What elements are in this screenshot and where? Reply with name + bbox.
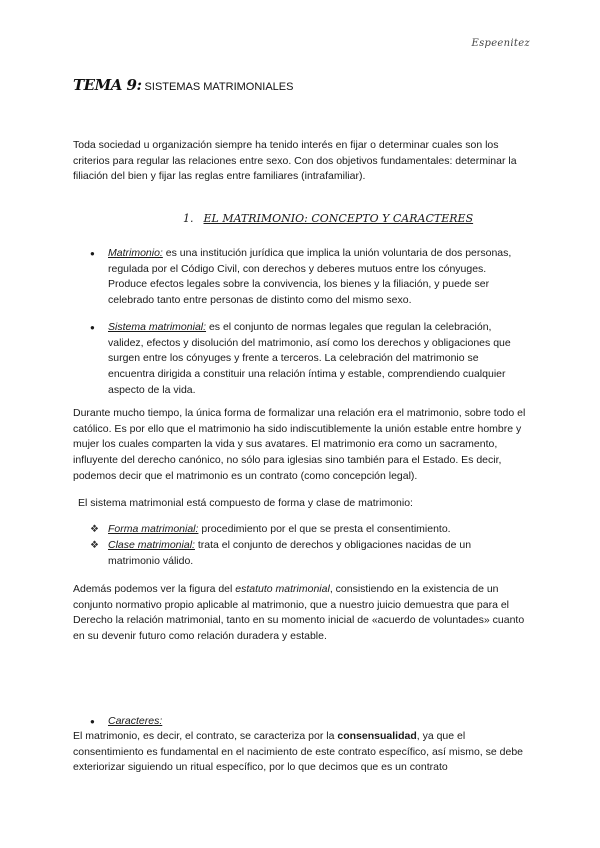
- estatuto-text-after: , consistiendo en la existencia de un conjunto normativo propio aplicable al matrimonio, que a nuestro juicio demuestra que para el Derecho la relación matrimonial, tanto en su momento inicial de «acuerdo de voluntades» cuanto en su devenir futuro como relación duradera y estable.: [73, 583, 525, 643]
- diamond-bullet-icon: ❖: [90, 540, 99, 551]
- bullet-mark: ●: [90, 323, 95, 332]
- bullet-matrimonio: [90, 246, 520, 309]
- definition-sistema-matrimonial: es el conjunto de normas legales que regulan la celebración, validez, efectos y disolución del matrimonio, así como los derechos y obligaciones que surgen entre los cónyuges y frente a terceros. La celebración del matrimonio se encuentra dirigida a constituir una relación íntima y estable, comprendiendo cualquier aspecto de la vida.: [108, 321, 511, 396]
- definition-clase-matrimonial: trata el conjunto de derechos y obligaciones nacidas de un matrimonio válido.: [108, 539, 472, 567]
- title-text: SISTEMAS MATRIMONIALES: [144, 81, 294, 93]
- estatuto-text-before: Además podemos ver la figura del: [73, 583, 236, 595]
- section-title: EL MATRIMONIO: CONCEPTO Y CARACTERES: [203, 212, 474, 225]
- caracteres-text-before: El matrimonio, es decir, el contrato, se caracteriza por la: [73, 730, 338, 742]
- caracteres-text-after: , ya que el consentimiento es fundamental en el nacimiento de este contrato específico, así mismo, se debe exteriorizar siguiendo un ritual específico, por lo que decimos que es un contrato: [73, 730, 524, 774]
- system-paragraph: El sistema matrimonial está compuesto de forma y clase de matrimonio:: [78, 497, 413, 509]
- consensualidad-term: consensualidad: [337, 730, 417, 742]
- section-heading: [183, 212, 473, 225]
- bullet-caracteres: [90, 714, 520, 730]
- title-tema: TEMA 9:: [73, 76, 142, 94]
- term-forma-matrimonial: Forma matrimonial:: [108, 523, 199, 535]
- bullet-mark: ●: [90, 717, 95, 726]
- caracteres-paragraph: [73, 729, 529, 776]
- term-matrimonio: Matrimonio:: [108, 247, 163, 259]
- intro-paragraph: Toda sociedad u organización siempre ha tenido interés en fijar o determinar cuales son los criterios para regular las relaciones entre sexo. Con dos objetivos fundamentales: determinar la filiación del bien y fijar las reglas entre familiares (intrafamiliar).: [73, 139, 517, 183]
- page-title: [73, 76, 293, 94]
- subitem-clase-matrimonial: [90, 538, 520, 569]
- estatuto-paragraph: [73, 582, 529, 645]
- diamond-bullet-icon: ❖: [90, 524, 99, 535]
- definition-matrimonio: es una institución jurídica que implica la unión voluntaria de dos personas, regulada por el Código Civil, con derechos y deberes mutuos entre los cónyuges. Produce efectos legales sobre la convivencia, los bienes y la filiación, y puede ser celebrado tanto entre personas de distinto como del mismo sexo.: [108, 247, 512, 307]
- history-paragraph: Durante mucho tiempo, la única forma de formalizar una relación era el matrimonio, sobre todo el católico. Es por ello que el matrimonio ha sido indiscutiblemente la unión estable entre hombre y mujer los cuales comparten la vida y sus avatares. El matrimonio era como un sacramento, influyente del derecho canónico, no sólo para iglesias sino también para el Estado. Es decir, podemos decir que el matrimonio es un contrato (como concepción legal).: [73, 407, 526, 482]
- bullet-mark: ●: [90, 249, 95, 258]
- section-number: 1.: [183, 212, 194, 225]
- term-caracteres: Caracteres:: [108, 715, 163, 727]
- definition-forma-matrimonial: procedimiento por el que se presta el consentimiento.: [198, 523, 451, 535]
- author-signature: Espeenitez: [471, 38, 530, 49]
- estatuto-term: estatuto matrimonial: [235, 583, 330, 595]
- subitem-forma-matrimonial: [90, 522, 520, 538]
- term-clase-matrimonial: Clase matrimonial:: [108, 539, 195, 551]
- bullet-sistema-matrimonial: [90, 320, 520, 399]
- term-sistema-matrimonial: Sistema matrimonial:: [108, 321, 207, 333]
